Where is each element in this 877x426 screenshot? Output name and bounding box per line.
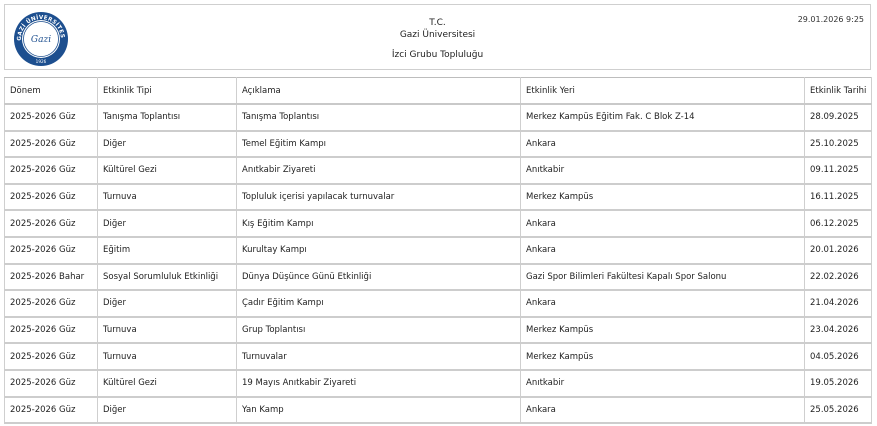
cell-etkinlik-tarihi: 22.02.2026: [805, 264, 872, 291]
cell-donem: 2025-2026 Güz: [5, 397, 98, 424]
cell-etkinlik-tarihi: 25.10.2025: [805, 131, 872, 158]
cell-etkinlik-tipi: Diğer: [98, 131, 237, 158]
cell-etkinlik-tarihi: 06.12.2025: [805, 210, 872, 237]
cell-etkinlik-yeri: Merkez Kampüs: [521, 184, 805, 211]
cell-aciklama: Kurultay Kampı: [237, 237, 521, 264]
column-header-donem: Dönem: [5, 78, 98, 105]
table-row: [5, 370, 872, 397]
cell-etkinlik-tipi: Turnuva: [98, 184, 237, 211]
logo-year: 1926: [35, 59, 47, 64]
cell-donem: 2025-2026 Güz: [5, 290, 98, 317]
column-header-etkinlik-tipi: Etkinlik Tipi: [98, 78, 237, 105]
cell-donem: 2025-2026 Güz: [5, 317, 98, 344]
cell-aciklama: Dünya Düşünce Günü Etkinliği: [237, 264, 521, 291]
header-titles: [5, 17, 870, 61]
cell-donem: 2025-2026 Güz: [5, 210, 98, 237]
cell-etkinlik-tarihi: 19.05.2026: [805, 370, 872, 397]
table-row: [5, 397, 872, 424]
table-row: [5, 157, 872, 184]
cell-etkinlik-tipi: Eğitim: [98, 237, 237, 264]
column-header-etkinlik-yeri: Etkinlik Yeri: [521, 78, 805, 105]
table-header-row: [5, 78, 872, 105]
logo-signature: Gazi: [30, 35, 52, 45]
table-row: [5, 237, 872, 264]
table-row: [5, 290, 872, 317]
cell-etkinlik-tarihi: 28.09.2025: [805, 104, 872, 131]
cell-donem: 2025-2026 Güz: [5, 184, 98, 211]
cell-donem: 2025-2026 Güz: [5, 370, 98, 397]
cell-etkinlik-tipi: Turnuva: [98, 317, 237, 344]
logo-ring-text: GAZİ ÜNİVERSİTES: [16, 14, 66, 41]
cell-etkinlik-tipi: Kültürel Gezi: [98, 370, 237, 397]
cell-donem: 2025-2026 Güz: [5, 131, 98, 158]
table-row: [5, 317, 872, 344]
cell-aciklama: Yan Kamp: [237, 397, 521, 424]
cell-etkinlik-tipi: Diğer: [98, 210, 237, 237]
cell-etkinlik-tipi: Tanışma Toplantısı: [98, 104, 237, 131]
cell-etkinlik-yeri: Ankara: [521, 210, 805, 237]
table-row: [5, 343, 872, 370]
table-row: [5, 184, 872, 211]
table-row: [5, 264, 872, 291]
cell-etkinlik-tarihi: 16.11.2025: [805, 184, 872, 211]
cell-etkinlik-tarihi: 04.05.2026: [805, 343, 872, 370]
cell-aciklama: Tanışma Toplantısı: [237, 104, 521, 131]
cell-etkinlik-tarihi: 25.05.2026: [805, 397, 872, 424]
cell-etkinlik-yeri: Gazi Spor Bilimleri Fakültesi Kapalı Spor Salonu: [521, 264, 805, 291]
cell-etkinlik-tipi: Turnuva: [98, 343, 237, 370]
cell-etkinlik-yeri: Anıtkabir: [521, 157, 805, 184]
table-row: [5, 104, 872, 131]
cell-donem: 2025-2026 Güz: [5, 343, 98, 370]
cell-donem: 2025-2026 Bahar: [5, 264, 98, 291]
cell-aciklama: Turnuvalar: [237, 343, 521, 370]
cell-aciklama: Temel Eğitim Kampı: [237, 131, 521, 158]
cell-donem: 2025-2026 Güz: [5, 157, 98, 184]
cell-etkinlik-yeri: Ankara: [521, 237, 805, 264]
cell-etkinlik-tarihi: 09.11.2025: [805, 157, 872, 184]
print-timestamp: 29.01.2026 9:25: [797, 15, 864, 24]
cell-etkinlik-tipi: Sosyal Sorumluluk Etkinliği: [98, 264, 237, 291]
cell-etkinlik-yeri: Anıtkabir: [521, 370, 805, 397]
cell-donem: 2025-2026 Güz: [5, 104, 98, 131]
column-header-aciklama: Açıklama: [237, 78, 521, 105]
cell-aciklama: Kış Eğitim Kampı: [237, 210, 521, 237]
cell-etkinlik-tarihi: 21.04.2026: [805, 290, 872, 317]
cell-donem: 2025-2026 Güz: [5, 237, 98, 264]
table-row: [5, 210, 872, 237]
header-line-1: T.C.: [429, 18, 446, 28]
cell-aciklama: 19 Mayıs Anıtkabir Ziyareti: [237, 370, 521, 397]
cell-etkinlik-yeri: Merkez Kampüs Eğitim Fak. C Blok Z-14: [521, 104, 805, 131]
cell-aciklama: Çadır Eğitim Kampı: [237, 290, 521, 317]
cell-etkinlik-yeri: Ankara: [521, 397, 805, 424]
cell-etkinlik-tarihi: 23.04.2026: [805, 317, 872, 344]
cell-aciklama: Grup Toplantısı: [237, 317, 521, 344]
header-line-3: İzci Grubu Topluluğu: [391, 50, 484, 60]
cell-etkinlik-tarihi: 20.01.2026: [805, 237, 872, 264]
cell-etkinlik-tipi: Diğer: [98, 290, 237, 317]
cell-etkinlik-yeri: Merkez Kampüs: [521, 317, 805, 344]
report-header: [4, 4, 871, 70]
cell-etkinlik-tipi: Diğer: [98, 397, 237, 424]
cell-etkinlik-yeri: Ankara: [521, 131, 805, 158]
cell-etkinlik-yeri: Merkez Kampüs: [521, 343, 805, 370]
header-line-2: Gazi Üniversitesi: [399, 30, 476, 40]
cell-etkinlik-tipi: Kültürel Gezi: [98, 157, 237, 184]
column-header-etkinlik-tarihi: Etkinlik Tarihi: [805, 78, 872, 105]
table-row: [5, 131, 872, 158]
cell-etkinlik-yeri: Ankara: [521, 290, 805, 317]
events-table: [4, 77, 872, 424]
cell-aciklama: Topluluk içerisi yapılacak turnuvalar: [237, 184, 521, 211]
cell-aciklama: Anıtkabir Ziyareti: [237, 157, 521, 184]
